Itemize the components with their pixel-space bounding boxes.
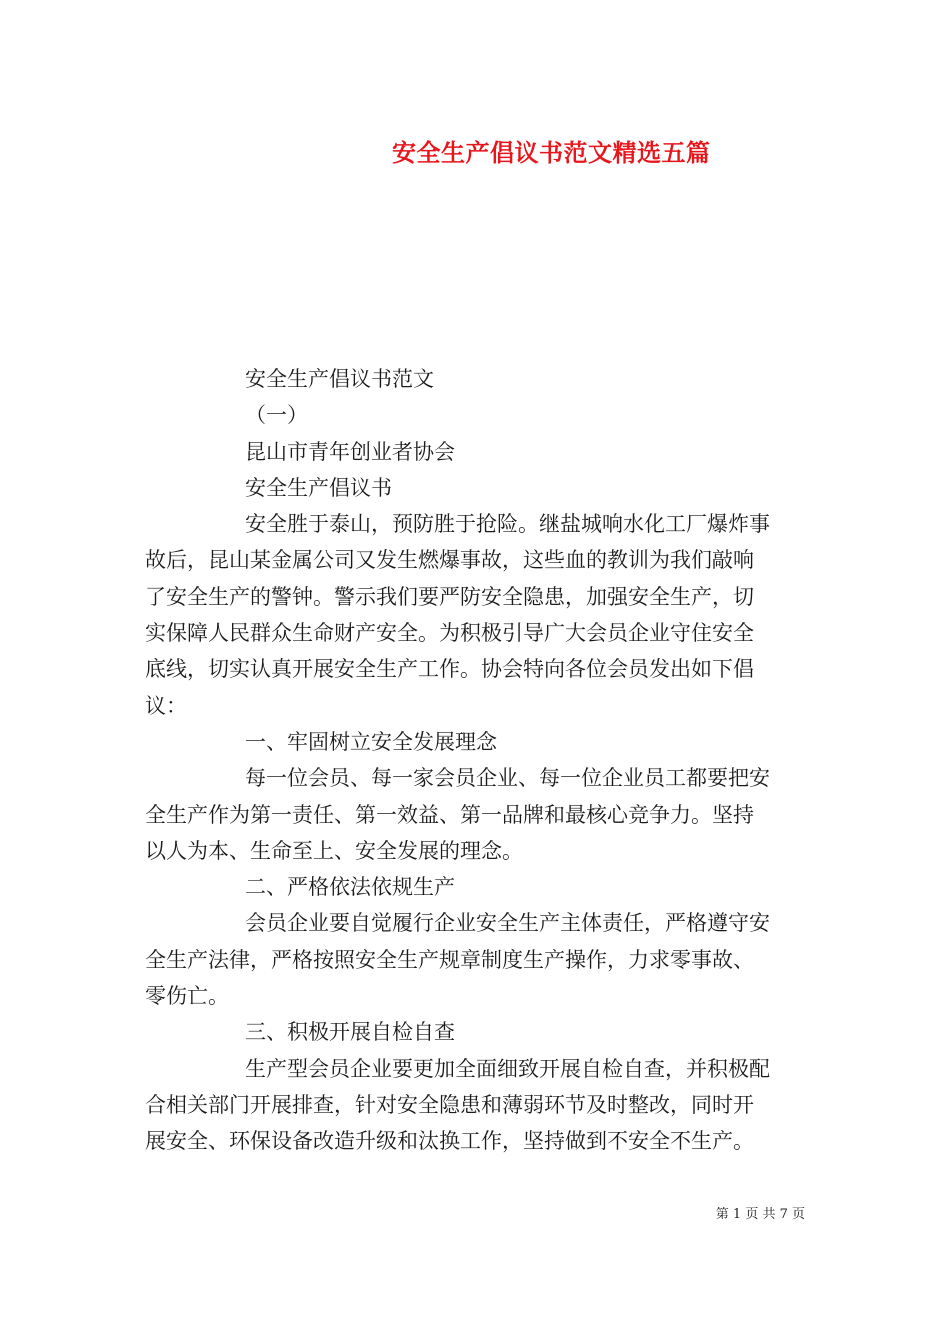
paragraph-line: （一）	[245, 403, 308, 428]
paragraph-line: 以人为本、生命至上、安全发展的理念。	[145, 838, 523, 863]
paragraph-line: 了安全生产的警钟。警示我们要严防安全隐患，加强安全生产，切	[145, 584, 754, 609]
paragraph-line: 合相关部门开展排查，针对安全隐患和薄弱环节及时整改，同时开	[145, 1092, 754, 1117]
paragraph-line: 全生产法律，严格按照安全生产规章制度生产操作，力求零事故、	[145, 947, 754, 972]
paragraph-line: 底线，切实认真开展安全生产工作。协会特向各位会员发出如下倡	[145, 657, 754, 682]
paragraph-line: 每一位会员、每一家会员企业、每一位企业员工都要把安	[245, 766, 770, 791]
document-title: 安全生产倡议书范文精选五篇	[392, 138, 711, 167]
paragraph-line: 零伤亡。	[145, 984, 229, 1009]
paragraph-line: 昆山市青年创业者协会	[245, 439, 455, 464]
paragraph-line: 议：	[145, 693, 187, 718]
paragraph-line: 安全生产倡议书	[245, 475, 392, 500]
paragraph-line: 生产型会员企业要更加全面细致开展自检自查，并积极配	[245, 1056, 770, 1081]
document-body	[145, 361, 810, 1160]
paragraph-line: 全生产作为第一责任、第一效益、第一品牌和最核心竞争力。坚持	[145, 802, 754, 827]
page-number: 第 1 页 共 7 页	[715, 1207, 805, 1222]
paragraph-line: 故后，昆山某金属公司又发生燃爆事故，这些血的教训为我们敲响	[145, 548, 754, 573]
paragraph-line: 二、严格依法依规生产	[245, 875, 455, 900]
paragraph-line: 三、积极开展自检自查	[245, 1020, 455, 1045]
paragraph-line: 一、牢固树立安全发展理念	[245, 729, 497, 754]
paragraph-line: 安全胜于泰山，预防胜于抢险。继盐城响水化工厂爆炸事	[245, 512, 770, 537]
paragraph-line: 会员企业要自觉履行企业安全生产主体责任，严格遵守安	[245, 911, 770, 936]
paragraph-line: 安全生产倡议书范文	[245, 367, 434, 391]
paragraph-line: 展安全、环保设备改造升级和汰换工作，坚持做到不安全不生产。	[145, 1129, 754, 1154]
paragraph-line: 实保障人民群众生命财产安全。为积极引导广大会员企业守住安全	[145, 621, 754, 646]
